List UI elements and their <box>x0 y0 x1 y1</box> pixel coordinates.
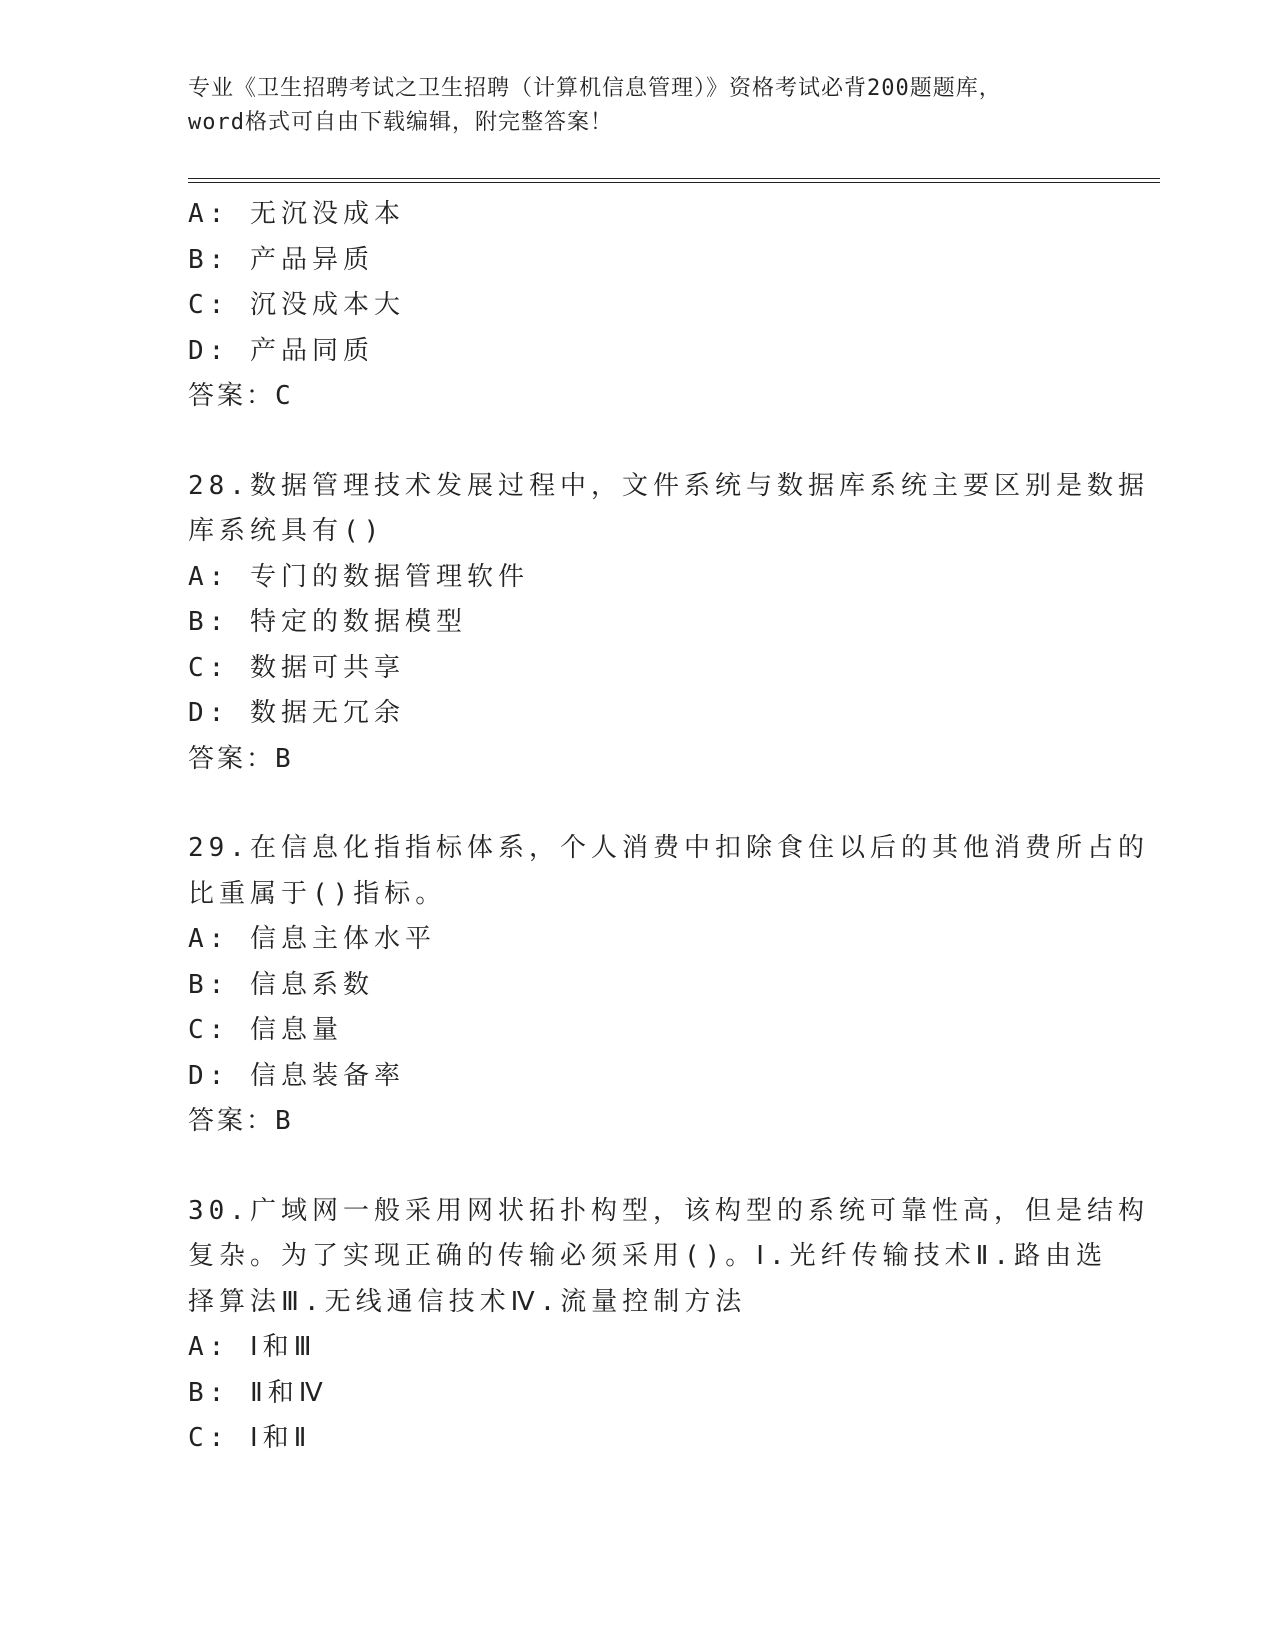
question-30 <box>188 1189 1149 1462</box>
option-b: B: 特定的数据模型 <box>188 607 467 637</box>
question-28 <box>188 464 1149 783</box>
option-a: A: Ⅰ和Ⅲ <box>188 1332 317 1362</box>
question-stem: 复杂。为了实现正确的传输必须采用()。Ⅰ.光纤传输技术Ⅱ.路由选 <box>188 1241 1108 1271</box>
answer: 答案：B <box>188 1106 294 1136</box>
question-stem: 28.数据管理技术发展过程中，文件系统与数据库系统主要区别是数据 <box>188 470 1149 501</box>
question-stem: 比重属于()指标。 <box>188 878 447 909</box>
option-c: C: Ⅰ和Ⅱ <box>188 1423 312 1453</box>
option-c: C: 信息量 <box>188 1015 343 1045</box>
option-d: D: 产品同质 <box>188 335 374 366</box>
header-line-1: 专业《卫生招聘考试之卫生招聘（计算机信息管理）》资格考试必背200题题库， <box>188 76 1002 101</box>
question-list <box>188 192 1149 1462</box>
option-a: A: 信息主体水平 <box>188 924 436 954</box>
header-divider <box>188 178 1160 183</box>
option-d: D: 信息装备率 <box>188 1060 405 1091</box>
answer: 答案：C <box>188 381 294 411</box>
option-b: B: 产品异质 <box>188 244 374 275</box>
option-c: C: 数据可共享 <box>188 652 405 683</box>
question-stem: 29.在信息化指指标体系，个人消费中扣除食住以后的其他消费所占的 <box>188 833 1149 863</box>
option-b: B: Ⅱ和Ⅳ <box>188 1377 328 1408</box>
question-stem: 库系统具有() <box>188 516 385 546</box>
question-stem: 30.广域网一般采用网状拓扑构型，该构型的系统可靠性高，但是结构 <box>188 1195 1149 1226</box>
header-line-2: word格式可自由下载编辑，附完整答案！ <box>188 110 613 135</box>
option-a: A: 专门的数据管理软件 <box>188 561 529 592</box>
option-b: B: 信息系数 <box>188 969 374 1000</box>
option-d: D: 数据无冗余 <box>188 698 405 728</box>
answer: 答案：B <box>188 743 294 774</box>
question-29 <box>188 826 1149 1145</box>
option-a: A: 无沉没成本 <box>188 199 405 229</box>
option-c: C: 沉没成本大 <box>188 290 405 320</box>
question-27-tail <box>188 192 1088 420</box>
question-stem: 择算法Ⅲ.无线通信技术Ⅳ.流量控制方法 <box>188 1286 747 1317</box>
document-header <box>188 72 1088 140</box>
